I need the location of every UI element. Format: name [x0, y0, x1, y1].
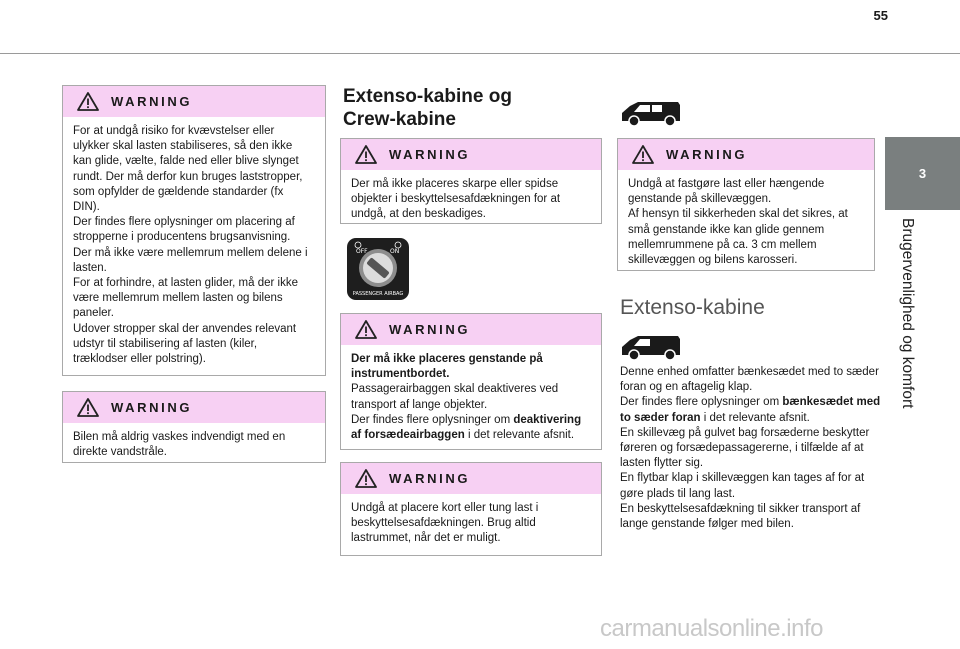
warning-body	[618, 170, 874, 276]
warning-title: WARNING	[389, 322, 471, 337]
airbag-on-label: ON	[390, 248, 400, 255]
warning-header	[63, 86, 325, 117]
crew-cab-van-icon	[620, 99, 682, 127]
body-text-part: i det relevante afsnit. En skillevæg på gulvet bag forsæderne beskytter føreren og forsædepassagererne, i tilfælde af at lasten flytter sig. En flytbar klap i skillevæggen kan tages af for at gøre plads til lang last. En beskyttelsesafdækning til sikker transport af lange genstande følger med bilen.	[620, 411, 870, 531]
warning-text: Undgå at placere kort eller tung last i beskyttelsesafdækningen. Brug altid lastrummet, når det er muligt.	[351, 502, 539, 545]
warning-header	[341, 314, 601, 345]
warning-triangle-icon	[77, 92, 99, 111]
warning-header	[63, 392, 325, 423]
warning-body	[341, 345, 601, 451]
warning-title: WARNING	[111, 400, 193, 415]
warning-bold-link-text: deaktivering af forsædeairbaggen	[351, 413, 582, 442]
warning-text	[351, 352, 589, 443]
airbag-warning-label-icon	[346, 237, 410, 301]
warning-text-part: Passagerairbaggen skal deaktiveres ved transport af lange objekter. Der findes flere oplysninger om	[351, 383, 559, 426]
warning-header	[341, 139, 601, 170]
warning-triangle-icon	[355, 469, 377, 488]
warning-title: WARNING	[389, 147, 471, 162]
body-text-part: Denne enhed omfatter bænkesædet med to sæder foran og en aftagelig klap. Der findes flere oplysninger om	[620, 366, 879, 409]
airbag-off-label: OFF	[356, 248, 368, 255]
warning-text: Undgå at fastgøre last eller hængende genstande på skillevæggen. Af hensyn til sikkerheden skal det sikres, at små genstande ikke kan glide gennem mellemrummene på ca. 3 cm mellem skillevæggen og bilens karosseri.	[628, 178, 848, 267]
warning-box-partition	[617, 138, 875, 271]
section-title-line: Crew-kabine	[343, 109, 456, 130]
chapter-title: Brugervenlighed og komfort	[899, 218, 916, 409]
watermark-text: carmanualsonline.info	[600, 615, 823, 642]
warning-body	[63, 423, 325, 468]
chapter-tab[interactable]	[885, 137, 960, 210]
warning-triangle-icon	[77, 398, 99, 417]
section-title-line: Extenso-kabine og	[343, 86, 512, 107]
passenger-airbag-label-image	[346, 237, 410, 301]
warning-text: For at undgå risiko for kvævstelser eller ulykker skal lasten stabiliseres, så den ikke kan glide, vælte, falde ned eller blive slynget rundt. Der må derfor kun bruges laststropper, som opfylder de gældende standarder (fx DIN). Der findes flere oplysninger om placering af stropperne i producentens brugsanvisning. Der må ikke være mellemrum mellem delene i lasten. For at forhindre, at lasten glider, må der ikke være mellemrum mellem lasten og bilens paneler. Udover stropper skal der anvendes relevant udstyr til stabilisering af lasten (kiler, træklodser eller polstring).	[73, 125, 308, 366]
extenso-description	[620, 365, 885, 532]
body-bold-link-text: bænkesædet med to sæder foran	[620, 396, 881, 424]
warning-title: WARNING	[666, 147, 748, 162]
warning-body	[341, 170, 601, 231]
chapter-number: 3	[918, 166, 927, 181]
warning-header	[341, 463, 601, 494]
warning-text-part: i det relevante afsnit.	[464, 429, 575, 442]
warning-triangle-icon	[632, 145, 654, 164]
warning-title: WARNING	[389, 471, 471, 486]
warning-box-heavy-load	[340, 462, 602, 556]
section-title-extenso-crew	[343, 85, 512, 131]
section-title-extenso: Extenso-kabine	[620, 296, 765, 319]
airbag-label-text: PASSENGER AIRBAG	[352, 291, 404, 297]
warning-box-sharp-objects	[340, 138, 602, 224]
warning-body	[341, 494, 601, 555]
warning-body	[63, 117, 325, 375]
page-number: 55	[873, 8, 888, 23]
warning-box-washing	[62, 391, 326, 463]
extenso-cab-van-icon	[620, 333, 682, 361]
warning-triangle-icon	[355, 145, 377, 164]
warning-triangle-icon	[355, 320, 377, 339]
top-rule	[0, 53, 960, 54]
body-paragraph	[620, 365, 885, 532]
warning-header	[618, 139, 874, 170]
warning-text: Bilen må aldrig vaskes indvendigt med en direkte vandstråle.	[73, 431, 286, 459]
warning-bold-text: Der må ikke placeres genstande på instrumentbordet.	[351, 353, 543, 381]
warning-box-load-securing	[62, 85, 326, 376]
warning-box-dashboard	[340, 313, 602, 450]
warning-text: Der må ikke placeres skarpe eller spidse objekter i beskyttelsesafdækningen for at undgå, at den beskadiges.	[351, 178, 561, 221]
warning-title: WARNING	[111, 94, 193, 109]
